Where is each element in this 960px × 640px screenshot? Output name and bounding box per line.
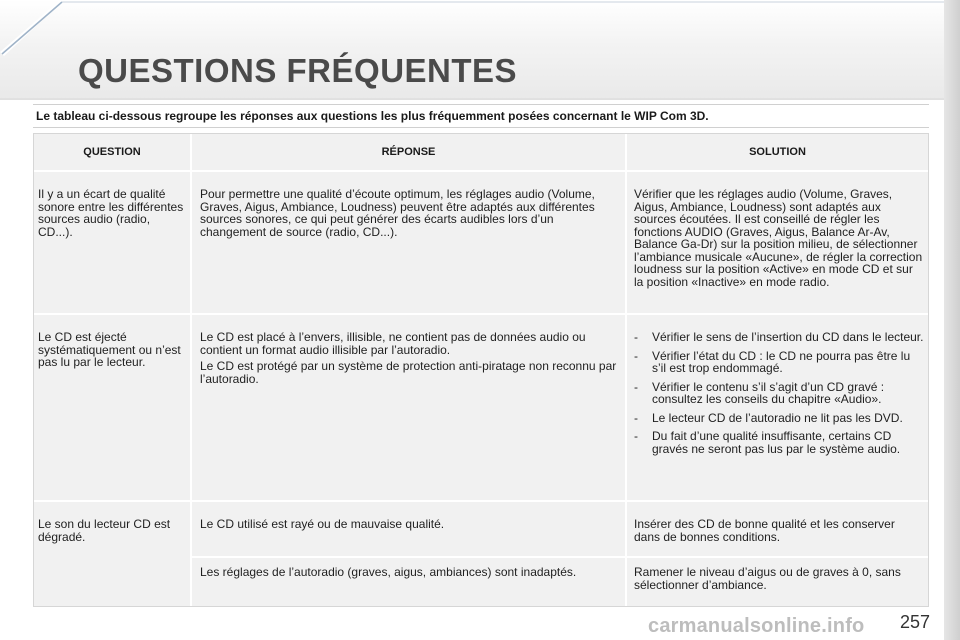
row-separator <box>34 170 928 172</box>
row-2-answer <box>200 331 618 389</box>
bullet-dash: - <box>634 410 638 425</box>
row-3-question: Le son du lecteur CD est dégradé. <box>38 517 171 544</box>
row-1-solution: Vérifier que les réglages audio (Volume, Graves, Aigus, Ambiance, Loudness) sont adaptés aux sources écoutées. Il est conseillé de régler les fonctions AUDIO (Graves, Aigus, Balance Ar-Av, Balance Ga-Dr) sur la position milieu, de sélectionner l’ambiance musicale «Aucune», de régler la correction loudness sur la position «Active» en mode CD et sur la position «Inactive» en mode radio. <box>634 187 923 289</box>
row-2-solution <box>634 331 926 461</box>
row-2-answer-paragraph: Le CD est placé à l’envers, illisible, ne contient pas de données audio ou contient un format audio illisible par l’autoradio. <box>200 330 586 357</box>
row-1-answer: Pour permettre une qualité d’écoute optimum, les réglages audio (Volume, Graves, Aigus, Ambiance, Loudness) peuvent être adaptés aux différentes sources sonores, ce qui peut générer des écarts audibles lors d’un changement de source (radio, CD...). <box>200 187 595 239</box>
bullet-dash: - <box>634 379 638 394</box>
list-item-text: Le lecteur CD de l’autoradio ne lit pas les DVD. <box>652 410 903 425</box>
list-item <box>634 350 926 375</box>
row-separator <box>192 556 928 558</box>
column-separator <box>625 134 627 606</box>
column-separator <box>190 134 192 606</box>
row-3-solution: Insérer des CD de bonne qualité et les conserver dans de bonnes conditions. <box>634 517 895 544</box>
list-item-text: Vérifier le sens de l’insertion du CD dans le lecteur. <box>652 330 924 344</box>
list-item <box>634 412 926 425</box>
list-item-text: Vérifier l’état du CD : le CD ne pourra pas être lu s’il est trop endommagé. <box>652 348 911 375</box>
page-title: QUESTIONS FRÉQUENTES <box>78 52 518 89</box>
header-solution: SOLUTION <box>749 146 806 158</box>
faq-table <box>33 133 929 607</box>
row-4-solution: Ramener le niveau d’aigus ou de graves à 0, sans sélectionner d’ambiance. <box>634 565 901 592</box>
watermark: carmanualsonline.info <box>648 615 865 637</box>
side-tab-strip <box>944 0 960 640</box>
list-item-text: Vérifier le contenu s’il s’agit d’un CD gravé : consultez les conseils du chapitre «Audio». <box>652 379 885 406</box>
list-item <box>634 331 926 344</box>
list-item-text: Du fait d’une qualité insuffisante, certains CD gravés ne seront pas lus par le système audio. <box>652 429 901 456</box>
header-reponse: RÉPONSE <box>381 146 436 158</box>
row-4-answer: Les réglages de l’autoradio (graves, aigus, ambiances) sont inadaptés. <box>200 565 577 579</box>
row-2-question: Le CD est éjecté systématiquement ou n’est pas lu par le lecteur. <box>38 330 181 369</box>
bullet-dash: - <box>634 429 638 443</box>
header-question: QUESTION <box>83 146 141 158</box>
bullet-dash: - <box>634 348 638 363</box>
row-1-question: Il y a un écart de qualité sonore entre les différentes sources audio (radio, CD...). <box>38 187 184 239</box>
row-separator <box>34 500 928 502</box>
bullet-dash: - <box>634 330 638 344</box>
row-2-answer-paragraph: Le CD est protégé par un système de protection anti-piratage non reconnu par l’autoradio. <box>200 359 617 386</box>
page-number: 257 <box>900 612 931 632</box>
intro-text: Le tableau ci-dessous regroupe les réponses aux questions les plus fréquemment posées concernant le WIP Com 3D. <box>33 104 929 128</box>
solution-bullet-list <box>634 331 926 455</box>
list-item <box>634 430 926 455</box>
row-separator <box>34 313 928 315</box>
row-3-answer: Le CD utilisé est rayé ou de mauvaise qualité. <box>200 517 445 531</box>
list-item <box>634 381 926 406</box>
